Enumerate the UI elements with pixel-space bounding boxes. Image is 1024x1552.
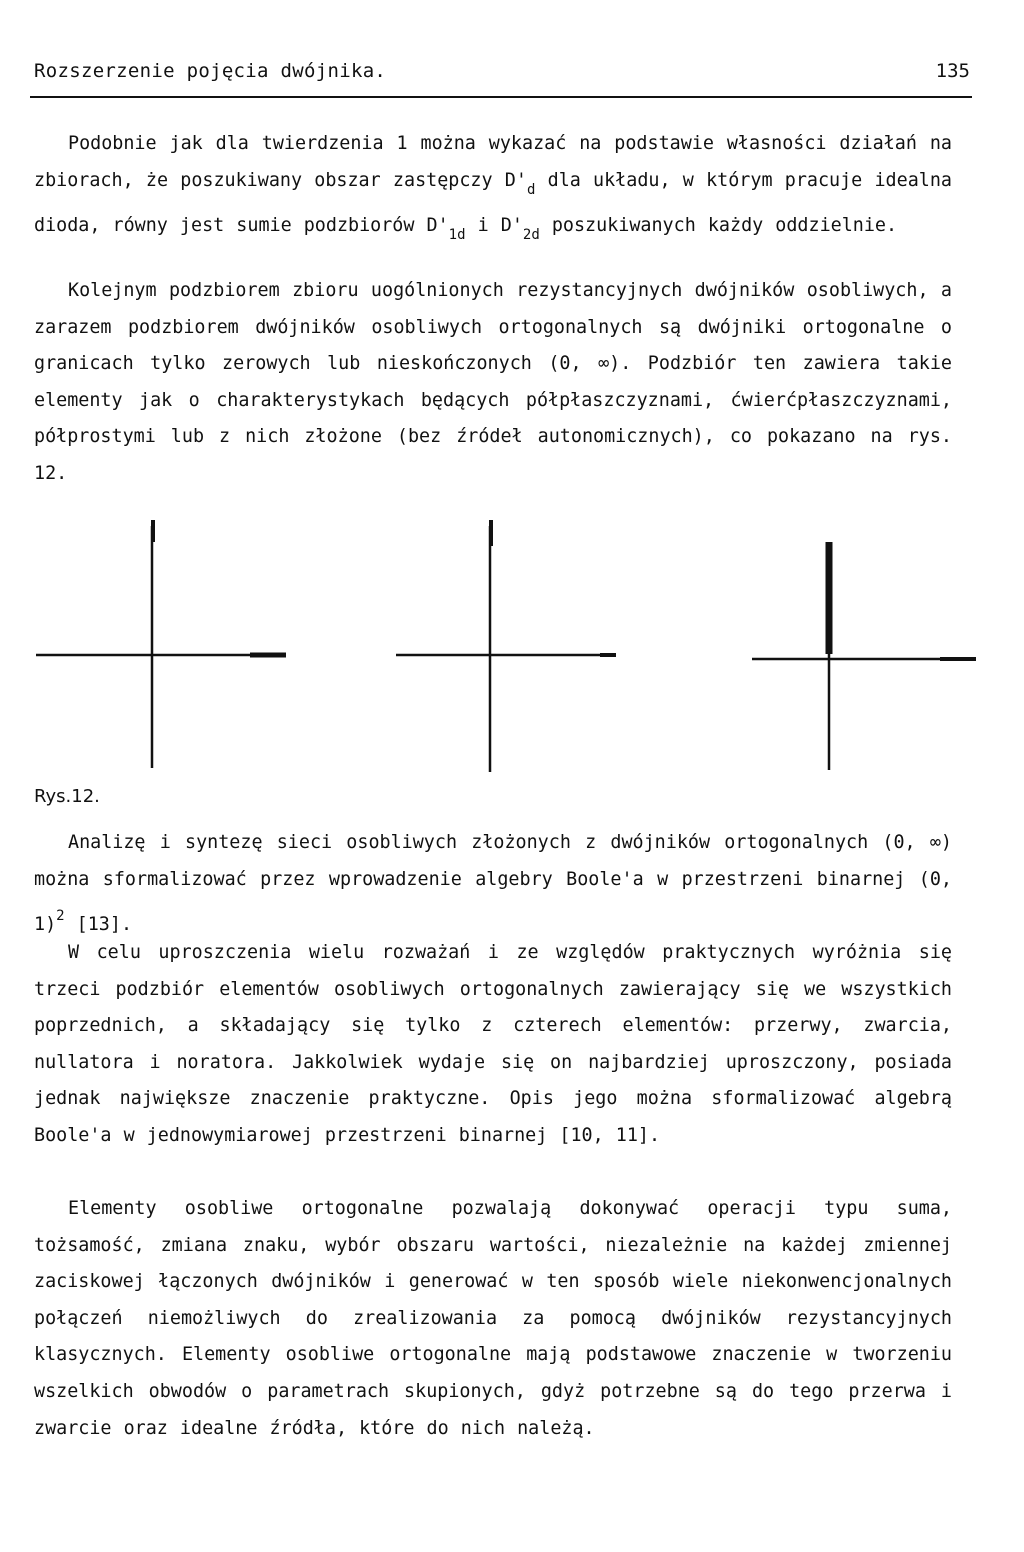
- running-title: Rozszerzenie pojęcia dwójnika.: [34, 60, 387, 82]
- header-rule: [30, 96, 972, 98]
- page-header: [34, 56, 970, 90]
- paragraph-3: [34, 825, 952, 944]
- paragraph-1-text-a: Podobnie jak dla twierdzenia 1 można wykazać na podstawie własności działań na zbiorach, że poszukiwany obszar zastępczy D': [34, 133, 952, 191]
- subscript-d: d: [526, 181, 536, 198]
- subscript-1d: 1d: [448, 227, 466, 244]
- paragraph-2: Kolejnym podzbiorem zbioru uogólnionych rezystancyjnych dwójników osobliwych, a zarazem podzbiorem dwójników osobliwych ortogonalnych są dwójniki ortogonalne o granicach tylko zerowych lub nieskończonych (0, ∞). Podzbiór ten zawiera takie elementy jak o charakterystykach będących półpłaszczyznami, ćwierćpłaszczyznami, półprostymi lub z nich złożone (bez źródeł autonomicznych), co pokazano na rys. 12.: [34, 280, 952, 484]
- figure-12: [0, 512, 1024, 792]
- paragraph-1-text-d: poszukiwanych każdy oddzielnie.: [539, 215, 898, 237]
- page-number: 135: [935, 60, 970, 82]
- characteristic-3: [752, 542, 976, 770]
- paragraph-1-text-c: i D': [465, 215, 523, 237]
- figure-caption: Rys.12.: [34, 786, 100, 807]
- paragraph-5: Elementy osobliwe ortogonalne pozwalają dokonywać operacji typu suma, tożsamość, zmiana znaku, wybór obszaru wartości, niezależnie na każdej zmiennej zaciskowej łączonych dwójników i generować w ten sposób wiele niekonwencjonalnych połączeń niemożliwych do zrealizowania za pomocą dwójników rezystancyjnych klasycznych. Elementy osobliwe ortogonalne mają podstawowe znaczenie w tworzeniu wszelkich obwodów o parametrach skupionych, gdyż potrzebne są do tego przerwa i zwarcie oraz idealne źródła, które do nich należą.: [34, 1198, 952, 1439]
- subscript-2d: 2d: [522, 227, 540, 244]
- characteristic-1: [36, 520, 286, 768]
- characteristic-2: [396, 520, 616, 772]
- orthogonal-characteristics-figure: [0, 512, 1024, 792]
- paragraph-1: [34, 126, 952, 254]
- paragraph-3-text-a: Analizę i syntezę sieci osobliwych złożonych z dwójników ortogonalnych (0, ∞) można sformalizować przez wprowadzenie algebry Boole'a w przestrzeni binarnej (0, 1): [34, 832, 952, 936]
- paragraph-4: W celu uproszczenia wielu rozważań i ze względów praktycznych wyróżnia się trzeci podzbiór elementów osobliwych ortogonalnych zawierający się we wszystkich poprzednich, a składający się tylko z czterech elementów: przerwy, zwarcia, nullatora i noratora. Jakkolwiek wydaje się on najbardziej uproszczony, posiada jednak największe znaczenie praktyczne. Opis jego można sformalizować algebrą Boole'a w jednowymiarowej przestrzeni binarnej [10, 11].: [34, 942, 952, 1146]
- paragraph-1-text-b: dla układu, w którym pracuje idealna dioda, równy jest sumie podzbiorów D': [34, 169, 952, 237]
- paragraph-3-text-b: [13].: [64, 914, 133, 936]
- superscript-2: 2: [56, 908, 65, 925]
